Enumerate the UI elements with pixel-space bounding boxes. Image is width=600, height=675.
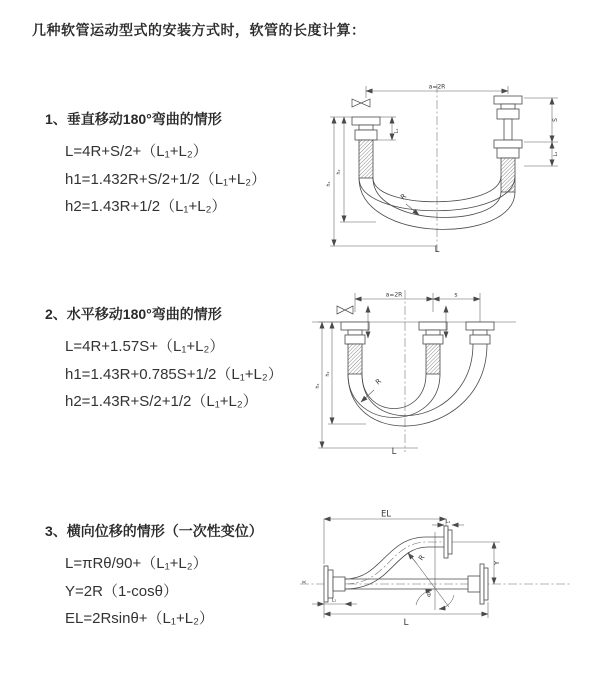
section-2-heading: 2、水平移动180°弯曲的情形 [45, 306, 222, 322]
dimension-length [324, 602, 488, 628]
diagram-vertical-180-bend [308, 76, 580, 254]
dim-label-length: L [434, 245, 440, 254]
formula-line: h2=1.43R+1/2（L₁+L₂） [65, 198, 227, 215]
dim-label-l1: L₁ [394, 128, 400, 134]
dim-label-el: EL [380, 509, 392, 520]
top-right-flange-displaced [444, 526, 452, 558]
braided-hose-section [348, 344, 362, 374]
right-fitting-phantom [466, 322, 494, 344]
formula-line: h1=1.43R+0.785S+1/2（L₁+L₂） [65, 365, 283, 383]
braided-hose-section [501, 158, 515, 192]
section-3 [45, 521, 310, 633]
radius-callout [399, 192, 419, 215]
dim-label-length: L [391, 447, 397, 457]
dim-label-theta: θ [427, 592, 431, 599]
s-curve-hose-displaced [345, 537, 444, 589]
braided-hose-section [426, 344, 440, 374]
dim-label-s: s [454, 291, 458, 299]
middle-fitting [419, 322, 447, 374]
right-flange-original [468, 564, 488, 604]
section-1-heading: 1、垂直移动180°弯曲的情形 [45, 111, 222, 127]
right-fitting [494, 96, 522, 192]
dim-label-r: R [399, 192, 409, 202]
hose-curves [348, 344, 487, 426]
dimension-top [355, 292, 480, 323]
formula-line: L=πRθ/90+（L₁+L₂） [65, 555, 208, 572]
dim-label-x: X [302, 580, 308, 584]
formula-line: Y=2R（1-cosθ） [65, 582, 178, 600]
dim-label-a2r: a=2R [428, 83, 446, 91]
dim-label-a2r: a=2R [385, 291, 403, 299]
dimension-stroke-s [524, 98, 559, 166]
dim-label-h2: h₂ [336, 169, 342, 175]
dim-label-l2: L₂ [553, 151, 559, 157]
dimension-h1-h2 [326, 117, 437, 246]
dim-label-r: R [374, 377, 384, 387]
diagram-lateral-displacement [298, 506, 582, 648]
dim-label-h1: h₁ [326, 181, 332, 187]
section-2 [45, 304, 310, 416]
dim-label-y: Y [493, 560, 501, 566]
dim-label-r: R [417, 553, 427, 563]
braided-hose-section [359, 140, 373, 178]
dim-label-s: S [552, 118, 559, 122]
formula-line: h1=1.432R+S/2+1/2（L₁+L₂） [65, 170, 267, 188]
dim-label-h1: h₁ [315, 383, 321, 389]
dimension-l1-bottom [312, 598, 357, 605]
valve-icon [352, 99, 370, 107]
dimension-l1-top [432, 519, 464, 525]
formula-line: L=4R+S/2+（L₁+L₂） [65, 143, 208, 160]
dim-label-l1: L₁ [445, 519, 451, 525]
formula-line: h2=1.43R+S/2+1/2（L₁+L₂） [65, 393, 258, 410]
formula-line: EL=2Rsinθ+（L₁+L₂） [65, 610, 214, 627]
dim-label-h2: h₂ [325, 371, 331, 377]
valve-icon [337, 306, 353, 314]
page-title: 几种软管运动型式的安装方式时，软管的长度计算： [32, 22, 366, 38]
dimension-h1-h2 [315, 322, 418, 448]
section-1 [45, 109, 310, 221]
left-fitting [352, 117, 380, 178]
left-fitting [341, 322, 369, 374]
dim-label-l1: L₁ [331, 597, 337, 604]
section-3-heading: 3、横向位移的情形（一次性变位） [45, 523, 263, 539]
formula-line: L=4R+1.57S+（L₁+L₂） [65, 338, 225, 355]
diagram-horizontal-180-bend [308, 282, 580, 458]
dim-label-length: L [403, 618, 409, 628]
